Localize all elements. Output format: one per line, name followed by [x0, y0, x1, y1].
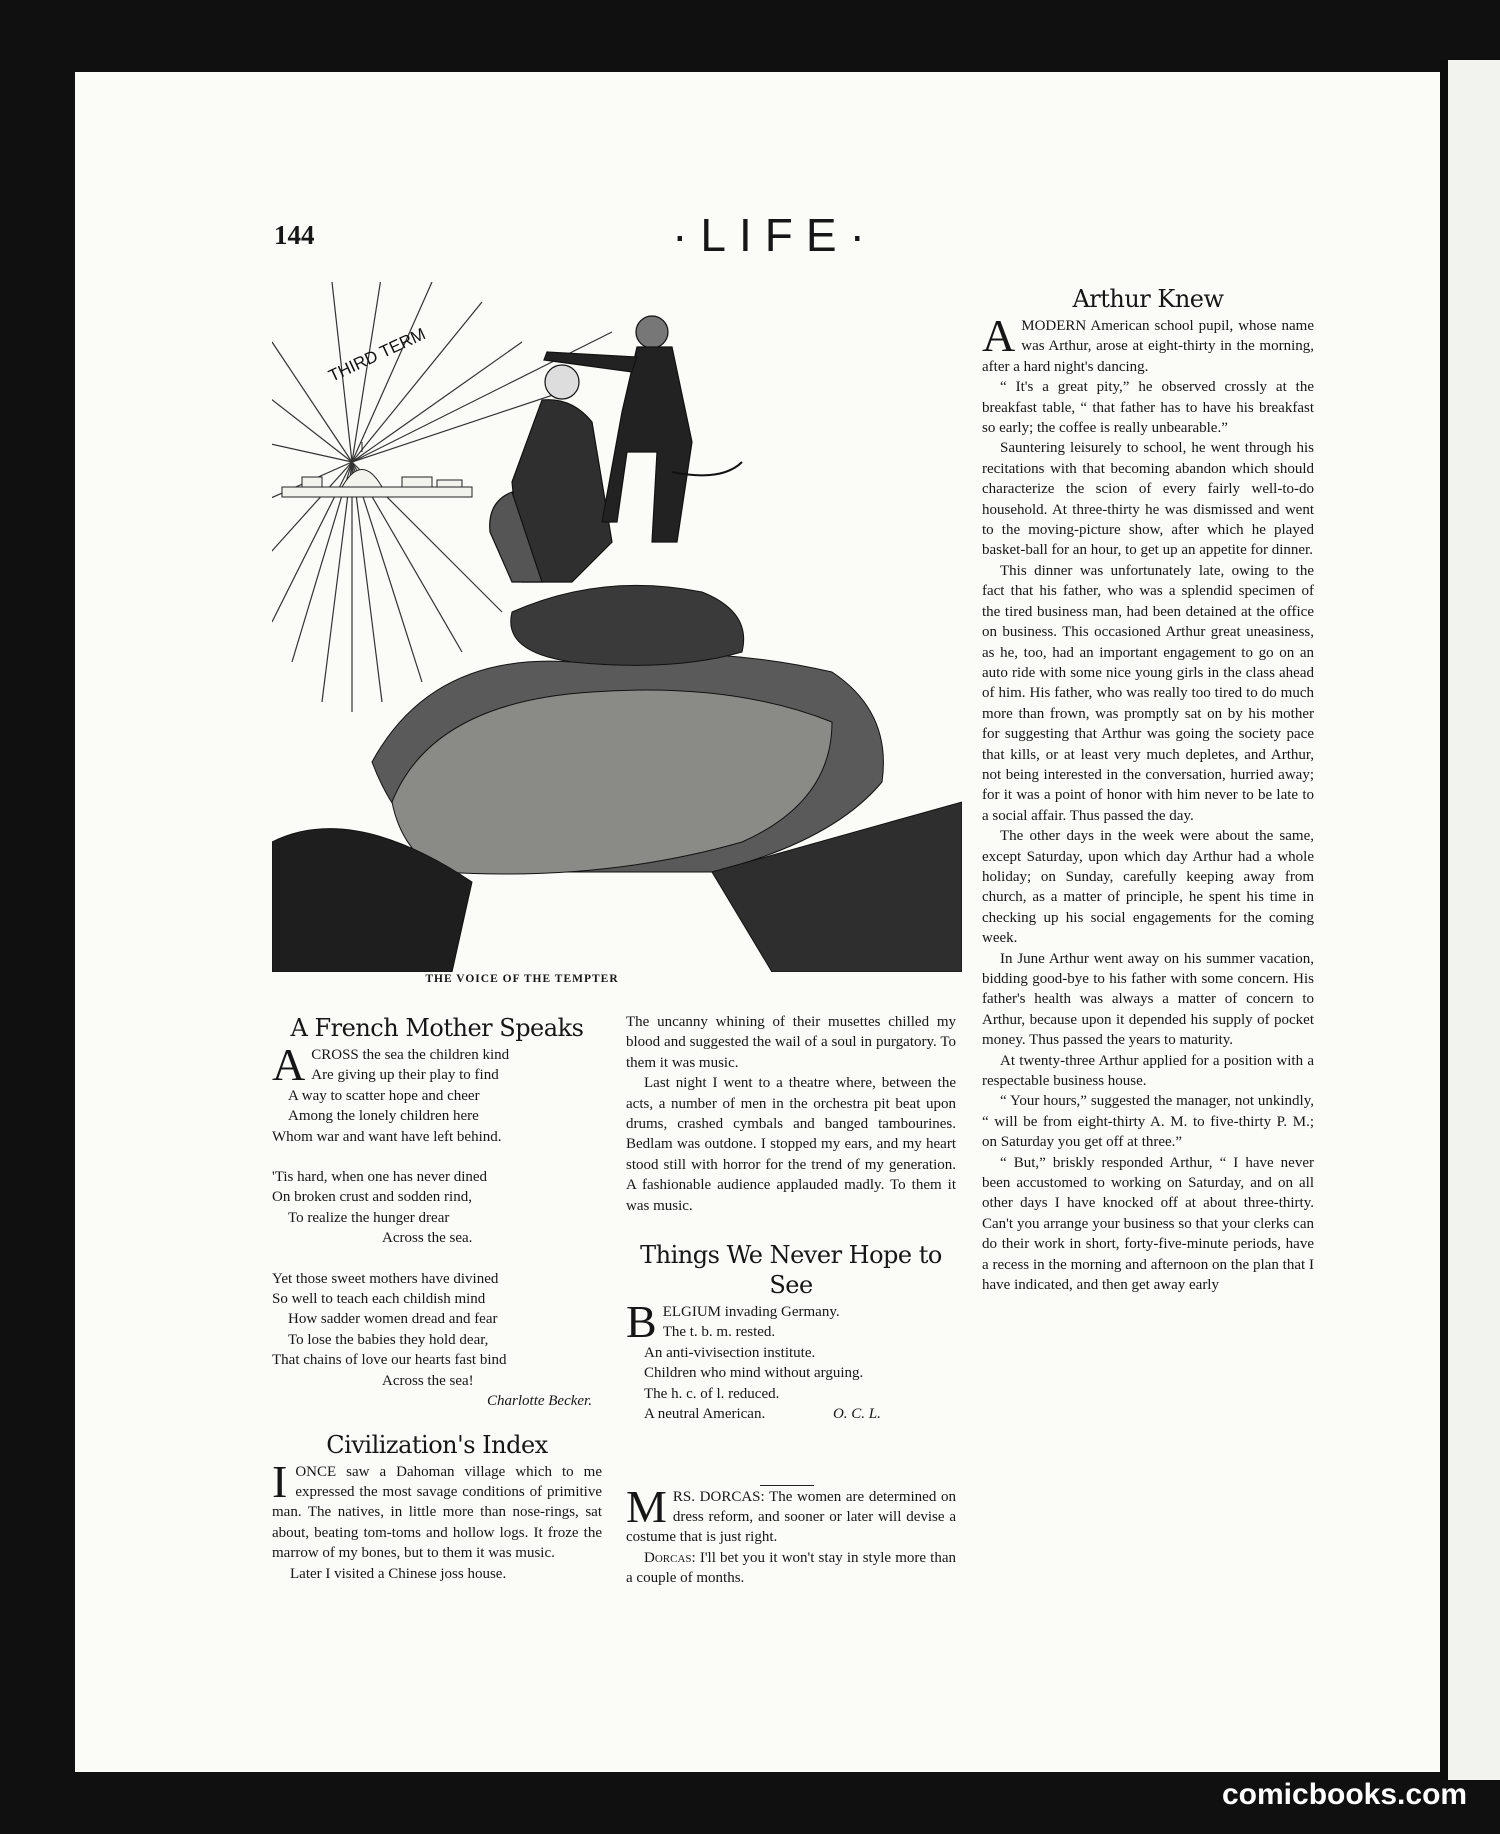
seated-figure: [490, 365, 612, 582]
drop-cap: A: [982, 310, 1016, 361]
rock-top: [511, 585, 744, 665]
poem-line: Across the sea!: [382, 1372, 474, 1389]
poem-french-mother: [272, 1039, 602, 1412]
poem-line: Across the sea.: [382, 1230, 473, 1247]
paragraph: Later I visited a Chinese joss house.: [290, 1565, 507, 1582]
article-title: Things We Never Hope to See: [640, 1241, 942, 1300]
paragraph: “ Your hours,” suggested the manager, not unkindly, “ will be from eight-thirty A. M. to five-thirty P. M.; on Saturday you get off at three.”: [982, 1093, 1314, 1151]
paragraph: The other days in the week were about the same, except Saturday, upon which day Arthur had a whole holiday; on Sunday, carefully keeping away from church, as a matter of principle, he spent his time in checking up his social engagements for the coming week.: [982, 828, 1314, 947]
list-item: The t. b. m. rested.: [662, 1324, 776, 1341]
column-3: [982, 284, 1314, 1296]
cartoon-illustration: [272, 282, 962, 972]
paragraph: “ But,” briskly responded Arthur, “ I have never been accustomed to working on Saturday, and on all other days I have knocked off at about three-thirty. Can't you arrange your business so that your clerks can do their work in short, forty-five-minute periods, have a recess in the morning and afternoon on the plan that I have indicated, and then get away early: [982, 1154, 1314, 1294]
poem-line: To realize the hunger drear: [288, 1209, 450, 1226]
list-author: O. C. L.: [832, 1406, 881, 1423]
speaker-name: RS. DORCAS:: [672, 1488, 765, 1505]
paragraph: In June Arthur went away on his summer vacation, bidding good-bye to his father with some concern. His father's health was always a matter of concern to Arthur, because upon it depended his supply of pocket money. Thus passed the years to maturity.: [982, 950, 1314, 1049]
poem-line: So well to teach each childish mind: [272, 1291, 486, 1308]
poem-line: To lose the babies they hold dear,: [288, 1331, 489, 1348]
column-2: [626, 1012, 956, 1589]
paragraph: Last night I went to a theatre where, between the acts, a number of men in the orchestra pit beat upon drums, crashed cymbals and banged tambourines. Bedlam was outdone. I stopped my ears, and my heart stood still with horror for the trend of my generation. A fashionable audience applauded madly. To them it was music.: [626, 1075, 956, 1214]
article-title: Civilization's Index: [326, 1430, 548, 1459]
next-page-edge: [1448, 60, 1500, 1780]
page-number: 144: [274, 220, 315, 250]
drop-cap: M: [626, 1480, 667, 1532]
poem-author: Charlotte Becker.: [487, 1393, 592, 1410]
drop-cap: B: [626, 1296, 657, 1348]
poem-line: Are giving up their play to find: [311, 1067, 499, 1084]
poem-line: Whom war and want have left behind.: [272, 1128, 502, 1145]
poem-line: A way to scatter hope and cheer: [288, 1087, 480, 1104]
poem-title: A French Mother Speaks: [290, 1014, 584, 1042]
poem-line: On broken crust and sodden rind,: [272, 1189, 472, 1206]
paragraph: At twenty-three Arthur applied for a position with a respectable business house.: [982, 1052, 1314, 1090]
dialogue-text: The women are determined on dress reform, and sooner or later will devise a costume that is just right.: [626, 1488, 956, 1546]
poem-line: Among the lonely children here: [288, 1108, 479, 1125]
sign-text: THIRD TERM: [325, 324, 429, 386]
speaker-name: Dorcas:: [644, 1549, 696, 1566]
paragraph: The uncanny whining of their musettes chilled my blood and suggested the wail of a soul in purgatory. To them it was music.: [626, 1014, 956, 1071]
paragraph: ONCE saw a Dahoman village which to me expressed the most savage conditions of primitive man. The natives, in little more than nose-rings, sat about, beating tom-toms and hollow logs. It froze the marrow of my bones, but to them it was music.: [272, 1463, 602, 1562]
capitol-city: [282, 442, 472, 497]
dialogue: [626, 1480, 956, 1548]
drop-cap: I: [272, 1455, 288, 1507]
cliff: [272, 654, 962, 972]
drop-cap: A: [272, 1039, 306, 1090]
section-divider: [760, 1485, 814, 1486]
paragraph: This dinner was unfortunately late, owing to the fact that his father, who was a splendid specimen of the tired business man, had been detained at the office on business. This occasioned Arthur great uneasiness, as he, too, had an important engagement to go on an auto ride with some nice young girls in the class ahead of him. His father, who was really too tired to do much more than frown, was promptly sat on by his mother for suggesting that Arthur was going the society pace that kills, or at least very much depletes, and Arthur, not being interested in the conversation, hurried away; for it was a point of honor with him never to be late to a social affair. Thus passed the day.: [982, 562, 1314, 824]
article-title: Arthur Knew: [1072, 285, 1224, 313]
list-item: An anti-vivisection institute.: [644, 1344, 816, 1361]
site-watermark: comicbooks.com: [1222, 1778, 1468, 1811]
list-item: [626, 1404, 956, 1424]
poem-line: Yet those sweet mothers have divined: [272, 1270, 499, 1287]
dialogue: [626, 1548, 956, 1589]
list-item: Children who mind without arguing.: [644, 1365, 864, 1382]
masthead-title: ·LIFE·: [672, 209, 878, 261]
poem-line: That chains of love our hearts fast bind: [272, 1352, 507, 1369]
column-1: [272, 1013, 602, 1584]
paragraph: Sauntering leisurely to school, he went through his recitations with that becoming abandon which should characterize the scion of every fairly well-to-do household. At three-thirty he was dismissed and went to the moving-picture show, after which he played basket-ball for an hour, to get up an appetite for dinner.: [982, 440, 1314, 559]
list-item: The h. c. of l. reduced.: [644, 1385, 780, 1402]
page-gutter: [1440, 60, 1448, 1780]
poem-line: How sadder women dread and fear: [288, 1311, 498, 1328]
paragraph: “ It's a great pity,” he observed crossly at the breakfast table, “ that father has to have his breakfast so early; the coffee is really unbearable.”: [982, 379, 1314, 437]
list-item-text: A neutral American.: [644, 1406, 766, 1423]
poem-line: 'Tis hard, when one has never dined: [272, 1169, 488, 1186]
poem-line: CROSS the sea the children kind: [311, 1047, 510, 1063]
dialogue-text: I'll bet you it won't stay in style more than a couple of months.: [626, 1549, 957, 1587]
paragraph: MODERN American school pupil, whose name was Arthur, arose at eight-thirty in the morning, after a hard night's dancing.: [982, 318, 1314, 375]
list-things: [626, 1296, 956, 1424]
illustration-caption: THE VOICE OF THE TEMPTER: [425, 973, 619, 985]
list-item: ELGIUM invading Germany.: [662, 1304, 840, 1321]
